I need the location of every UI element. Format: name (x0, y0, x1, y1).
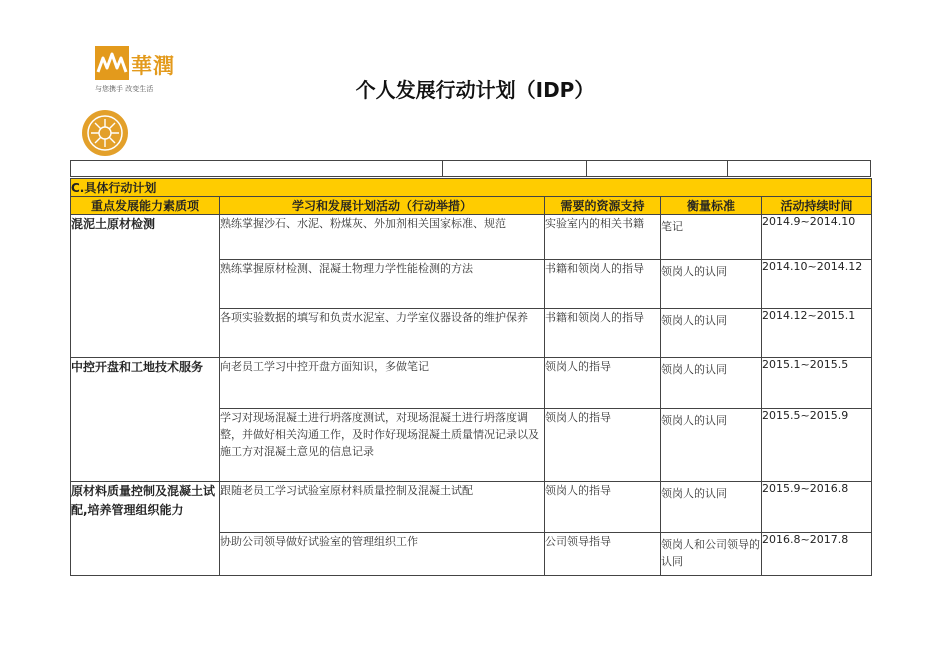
time-cell: 2015.5~2015.9 (762, 409, 872, 482)
resource-cell: 领岗人的指导 (545, 358, 661, 409)
measure-cell: 领岗人和公司领导的认同 (661, 533, 762, 576)
activity-cell: 各项实验数据的填写和负责水泥室、力学室仪器设备的维护保养 (220, 309, 545, 358)
table-row (71, 358, 872, 409)
competency-cell: 中控开盘和工地技术服务 (71, 358, 220, 482)
measure-cell: 领岗人的认同 (661, 409, 762, 482)
resource-cell: 书籍和领岗人的指导 (545, 309, 661, 358)
activity-cell: 学习对现场混凝土进行坍落度测试，对现场混凝土进行坍落度调整，并做好相关沟通工作，及时作好现场混凝土质量情况记录以及施工方对混凝土意见的信息记录 (220, 409, 545, 482)
measure-cell: 领岗人的认同 (661, 260, 762, 309)
activity-cell: 熟练掌握原材检测、混凝土物理力学性能检测的方法 (220, 260, 545, 309)
section-header-row (71, 179, 872, 197)
time-cell: 2015.1~2015.5 (762, 358, 872, 409)
table-row (71, 215, 872, 260)
measure-cell: 领岗人的认同 (661, 358, 762, 409)
resource-cell: 书籍和领岗人的指导 (545, 260, 661, 309)
resource-cell: 公司领导指导 (545, 533, 661, 576)
time-cell: 2015.9~2016.8 (762, 482, 872, 533)
activity-cell: 协助公司领导做好试验室的管理组织工作 (220, 533, 545, 576)
measure-cell: 笔记 (661, 215, 762, 260)
brand-slogan: 与您携手 改变生活 (95, 85, 154, 93)
time-cell: 2016.8~2017.8 (762, 533, 872, 576)
company-seal-icon (80, 108, 130, 158)
time-cell: 2014.10~2014.12 (762, 260, 872, 309)
section-title: C.具体行动计划 (71, 179, 872, 197)
time-cell: 2014.12~2015.1 (762, 309, 872, 358)
column-header-resource: 需要的资源支持 (545, 197, 661, 215)
column-header-competency: 重点发展能力素质项 (71, 197, 220, 215)
table-header-row (71, 197, 872, 215)
activity-cell: 跟随老员工学习试验室原材料质量控制及混凝土试配 (220, 482, 545, 533)
action-plan-table (70, 178, 872, 576)
activity-cell: 向老员工学习中控开盘方面知识，多做笔记 (220, 358, 545, 409)
column-header-time: 活动持续时间 (762, 197, 872, 215)
brand-name: 華潤 (131, 53, 175, 78)
resource-cell: 领岗人的指导 (545, 409, 661, 482)
time-cell: 2014.9~2014.10 (762, 215, 872, 260)
resource-cell: 领岗人的指导 (545, 482, 661, 533)
empty-header-grid (70, 160, 871, 177)
column-header-measure: 衡量标准 (661, 197, 762, 215)
column-header-activity: 学习和发展计划活动（行动举措） (220, 197, 545, 215)
measure-cell: 领岗人的认同 (661, 309, 762, 358)
resource-cell: 实验室内的相关书籍 (545, 215, 661, 260)
competency-cell: 原材料质量控制及混凝土试配,培养管理组织能力 (71, 482, 220, 576)
competency-cell: 混泥土原材检测 (71, 215, 220, 358)
measure-cell: 领岗人的认同 (661, 482, 762, 533)
activity-cell: 熟练掌握沙石、水泥、粉煤灰、外加剂相关国家标准、规范 (220, 215, 545, 260)
table-row (71, 482, 872, 533)
page-title: 个人发展行动计划（IDP） (355, 78, 595, 102)
